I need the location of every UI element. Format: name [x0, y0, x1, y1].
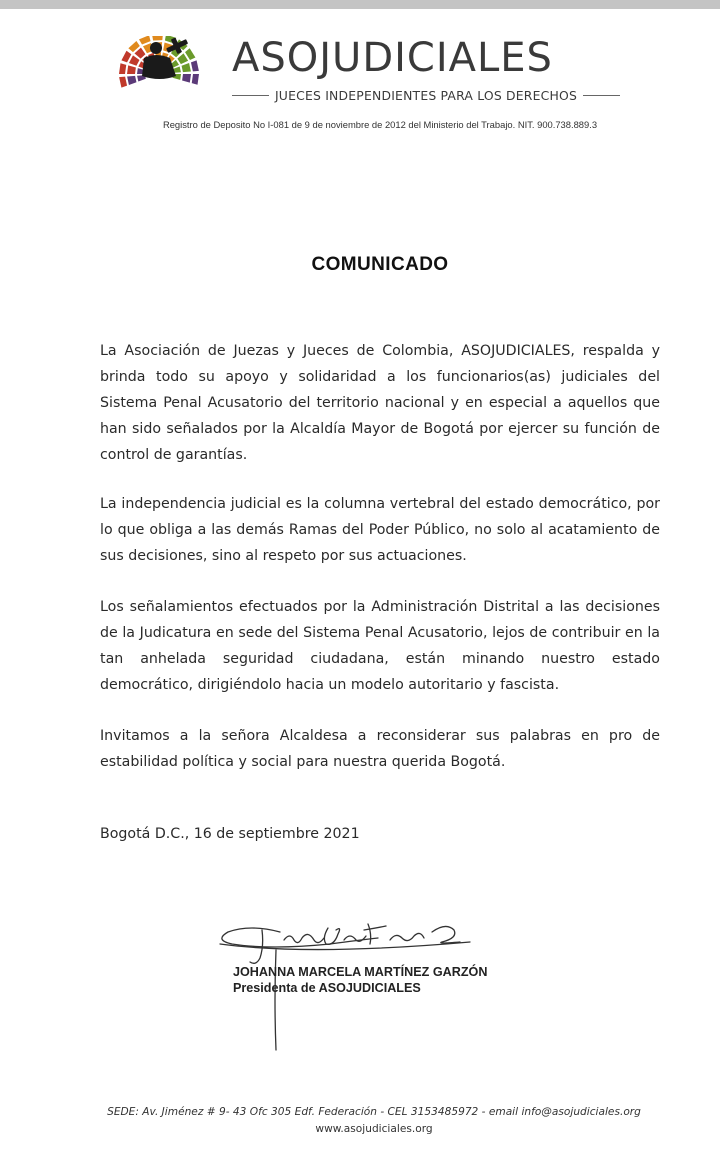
logo-segment: [121, 51, 131, 63]
signatory-name: JOHANNA MARCELA MARTÍNEZ GARZÓN: [233, 965, 488, 979]
registry-line: Registro de Deposito No I-081 de 9 de noviembre de 2012 del Ministerio del Trabajo. NIT. 900.738.889.3: [162, 119, 598, 130]
logo-segment: [139, 36, 151, 45]
asojudiciales-logo-icon: [104, 36, 214, 112]
logo-segment: [152, 36, 163, 41]
document-date: Bogotá D.C., 16 de septiembre 2021: [100, 826, 360, 842]
logo-segment: [182, 63, 191, 72]
logo-segment: [127, 76, 136, 85]
logo-segment: [191, 60, 199, 71]
top-border: [0, 0, 720, 9]
footer-address: SEDE: Av. Jiménez # 9- 43 Ofc 305 Edf. Federación - CEL 3153485972 - email info@asojudiciales.org: [107, 1106, 641, 1118]
paragraph-4: Invitamos a la señora Alcaldesa a reconsiderar sus palabras en pro de estabilidad política y social para nuestra querida Bogotá.: [100, 728, 660, 770]
logo-segment: [127, 65, 136, 74]
logo-segment: [185, 48, 195, 60]
document-title: COMUNICADO: [311, 254, 449, 275]
logo-segment: [119, 63, 126, 74]
paragraph-2: La independencia judicial es la columna vertebral del estado democrático, por lo que obliga a las demás Ramas del Poder Público, no solo al acatamiento de sus decisiones, sino al respeto por sus actuaciones.: [100, 496, 660, 564]
logo-segment: [182, 74, 191, 83]
org-name: ASOJUDICIALES: [232, 35, 553, 81]
tagline-row: [232, 88, 620, 103]
paragraph-3: Los señalamientos efectuados por la Administración Distrital a las decisiones de la Judicatura en sede del Sistema Penal Acusatorio, lejos de contribuir en la tan anhelada seguridad ciudadana, están minando nuestro estado democrático, dirigiéndolo hacia un modelo autoritario y fascista.: [100, 599, 660, 693]
paragraph-1: La Asociación de Juezas y Jueces de Colombia, ASOJUDICIALES, respalda y brinda todo su apoyo y solidaridad a los funcionarios(as) judiciales del Sistema Penal Acusatorio del territorio nacional y en especial a aquellos que han sido señalados por la Alcaldía Mayor de Bogotá por ejercer su función de control de garantías.: [100, 343, 660, 463]
footer-website: www.asojudiciales.org: [315, 1123, 433, 1135]
logo-segment: [129, 55, 140, 65]
logo-segment: [119, 77, 127, 88]
logo-segment: [192, 74, 199, 85]
logo-segment: [177, 53, 188, 64]
tagline: JUECES INDEPENDIENTES PARA LOS DERECHOS: [274, 88, 578, 103]
tagline-right-rule: [583, 95, 620, 96]
tagline-left-rule: [232, 95, 269, 96]
signatory-role: Presidenta de ASOJUDICIALES: [233, 981, 421, 995]
